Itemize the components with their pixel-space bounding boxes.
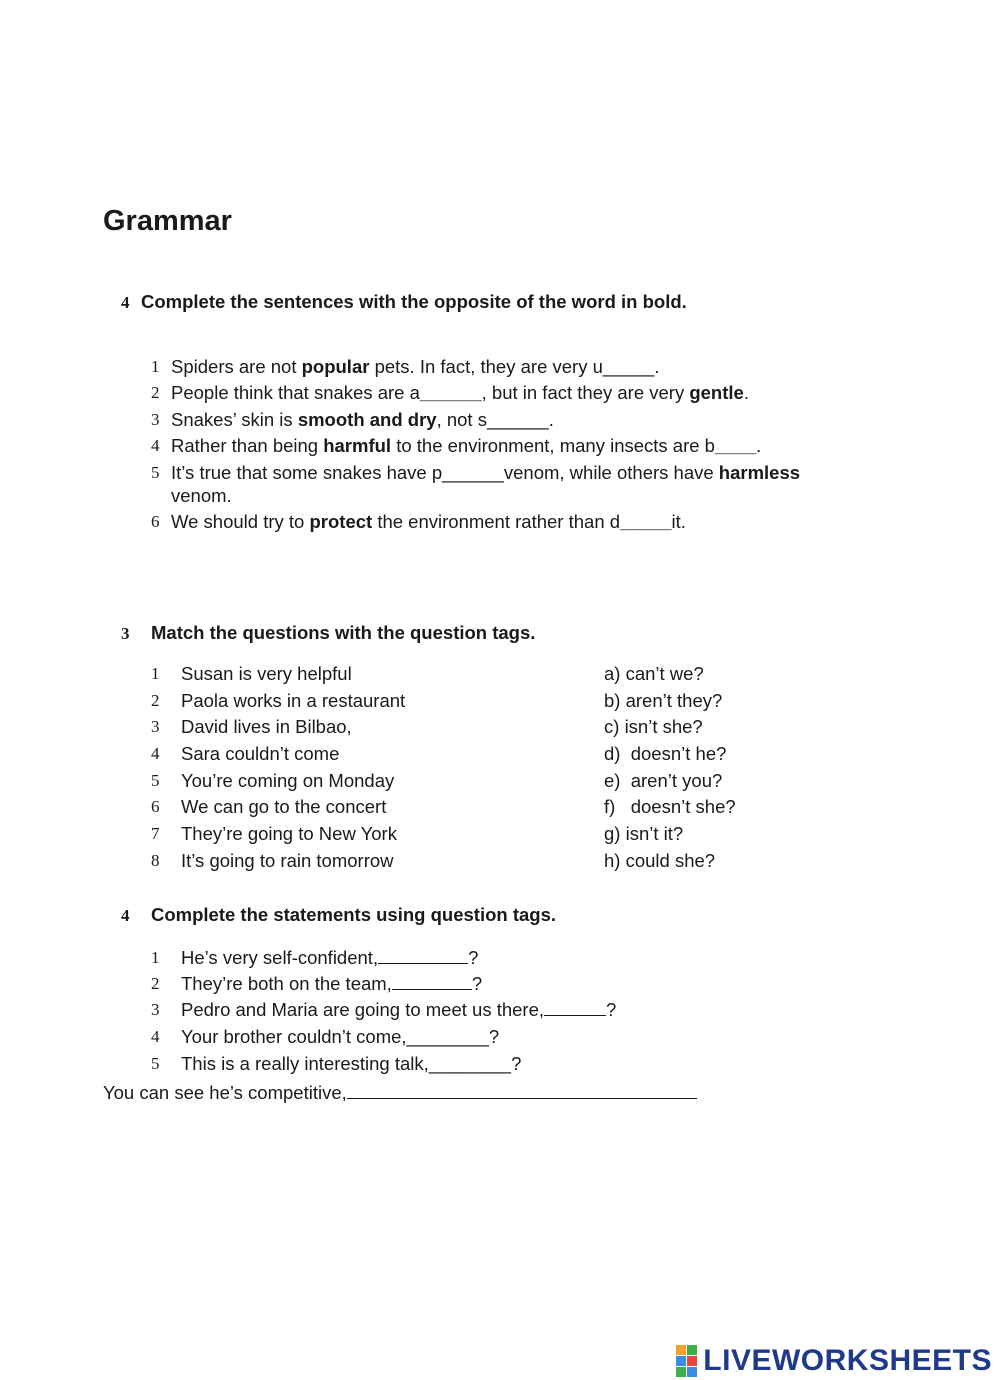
item-number: 4 (151, 1027, 160, 1046)
exercise-number: 4 (121, 293, 130, 312)
item-text: Snakes’ skin is (171, 409, 298, 430)
item-number: 1 (151, 664, 160, 683)
item-number: 5 (151, 1054, 160, 1073)
list-item (151, 823, 571, 850)
tag-option[interactable] (604, 823, 854, 850)
answer-blank[interactable]: _____ (620, 511, 672, 532)
tag-letter: h) (604, 849, 621, 871)
tag-text: doesn’t he? (625, 743, 727, 765)
tag-letter: g) (604, 823, 621, 845)
tag-letter: d) (604, 743, 621, 765)
bold-word: protect (309, 511, 373, 532)
item-text: People think that snakes are a (171, 382, 420, 403)
tag-option[interactable] (604, 796, 854, 823)
item-text: It’s true that some snakes have p______venom, while others have (171, 462, 719, 483)
item-number: 3 (151, 410, 160, 429)
item-number: 5 (151, 463, 160, 482)
item-number: 7 (151, 824, 160, 844)
list-item (151, 435, 911, 457)
list-item (151, 1026, 851, 1048)
list-item (151, 409, 911, 431)
bold-word: gentle (689, 382, 744, 403)
statement-text: You can see he’s competitive, (103, 1082, 347, 1103)
item-number: 4 (151, 744, 160, 764)
item-number: 6 (151, 512, 160, 531)
item-number: 3 (151, 1000, 160, 1019)
tag-option[interactable] (604, 850, 854, 877)
list-item (151, 796, 571, 823)
statement-text[interactable]: This is a really interesting talk,________ (181, 1053, 512, 1074)
item-number: 6 (151, 797, 160, 817)
answer-blank[interactable] (544, 999, 606, 1016)
bold-word: harmful (323, 435, 392, 456)
item-text: Spiders are not (171, 356, 302, 377)
tag-text: isn’t it? (625, 823, 684, 845)
item-text: We should try to (171, 511, 310, 532)
tag-text: could she? (625, 849, 716, 871)
answer-blank[interactable] (392, 973, 472, 990)
statement-text: He’s very self-confident, (181, 947, 379, 968)
questions-list (151, 663, 571, 877)
logo-wordmark: LIVEWORKSHEETS (703, 1344, 992, 1377)
list-item (151, 382, 911, 404)
question-mark: ? (511, 1053, 522, 1074)
list-item (151, 947, 851, 969)
question-mark: ? (606, 999, 617, 1020)
tag-letter: a) (604, 663, 621, 684)
item-number: 5 (151, 770, 160, 790)
statement-text: They’re both on the team, (181, 973, 392, 994)
exercise-1-heading (121, 291, 687, 313)
statement-text: Pedro and Maria are going to meet us there, (181, 999, 545, 1020)
question-text: Sara couldn’t come (181, 743, 340, 765)
tag-letter: b) (604, 689, 621, 711)
question-text: It’s going to rain tomorrow (181, 849, 394, 871)
item-text: . (743, 382, 749, 403)
bold-word: harmless (718, 462, 801, 483)
extra-statement (103, 1079, 697, 1104)
answer-blank[interactable]: ______ (419, 382, 482, 403)
item-text: , not s______. (436, 409, 554, 430)
tag-text: can’t we? (625, 663, 704, 684)
tag-text: aren’t you? (625, 769, 723, 791)
item-number: 1 (151, 357, 160, 376)
list-item (151, 1053, 851, 1075)
question-mark: ? (471, 973, 483, 994)
tag-option[interactable] (604, 743, 854, 770)
tag-option[interactable] (604, 716, 854, 743)
exercise-2-heading (121, 622, 535, 644)
tag-letter: f) (604, 796, 616, 818)
tag-option[interactable] (604, 770, 854, 797)
question-text: Paola works in a restaurant (181, 689, 406, 711)
item-text: , but in fact they are very (481, 382, 690, 403)
item-number: 2 (151, 383, 160, 402)
tag-option[interactable] (604, 690, 854, 717)
question-text: David lives in Bilbao, (181, 716, 352, 738)
list-item (151, 716, 571, 743)
item-text: Rather than being (171, 435, 324, 456)
tag-letter: e) (604, 769, 621, 791)
tag-letter: c) (604, 716, 620, 738)
item-number: 1 (151, 948, 160, 967)
tag-text: aren’t they? (625, 689, 723, 711)
bold-word: smooth and dry (297, 409, 437, 430)
exercise-3-heading (121, 904, 556, 926)
exercise-instruction: Complete the sentences with the opposite of the word in bold. (141, 291, 687, 312)
list-item (151, 690, 571, 717)
question-mark: ? (468, 947, 479, 968)
answer-blank[interactable] (347, 1079, 697, 1099)
tag-option[interactable] (604, 663, 854, 690)
exercise-instruction: Match the questions with the question tags. (151, 622, 536, 643)
question-text: We can go to the concert (181, 796, 387, 818)
exercise-instruction: Complete the statements using question tags. (151, 904, 557, 925)
list-item (151, 462, 911, 484)
item-text: it. (671, 511, 686, 532)
item-number: 2 (151, 974, 160, 993)
item-number: 4 (151, 436, 160, 455)
liveworksheets-logo (676, 1344, 992, 1378)
item-text: to the environment, many insects are b (391, 435, 715, 456)
item-number: 3 (151, 717, 160, 737)
list-item (151, 356, 911, 378)
question-text: You’re coming on Monday (181, 769, 395, 791)
bold-word: popular (301, 356, 370, 377)
item-number: 8 (151, 850, 160, 870)
list-item (151, 663, 571, 690)
list-item (151, 999, 851, 1021)
statement-text[interactable]: Your brother couldn’t come,________ (181, 1026, 489, 1047)
question-text: They’re going to New York (181, 823, 397, 845)
item-text: . (756, 435, 762, 456)
list-item-continuation: venom. (171, 485, 232, 506)
exercise-number: 4 (121, 906, 130, 925)
list-item (151, 850, 571, 877)
list-item (151, 770, 571, 797)
item-text: pets. In fact, they are very u_____. (369, 356, 660, 377)
tag-text: isn’t she? (624, 716, 703, 738)
item-text: the environment rather than d (372, 511, 621, 532)
answer-blank[interactable] (378, 947, 468, 964)
tags-list (604, 663, 854, 877)
question-text: Susan is very helpful (181, 663, 352, 684)
list-item (151, 973, 851, 995)
list-item (151, 511, 911, 533)
logo-mark-icon (676, 1345, 697, 1377)
tag-text: doesn’t she? (625, 796, 736, 818)
page-title: Grammar (103, 205, 232, 237)
list-item (151, 743, 571, 770)
item-number: 2 (151, 690, 160, 710)
answer-blank[interactable]: ____ (714, 435, 757, 456)
exercise-number: 3 (121, 624, 130, 643)
question-mark: ? (488, 1026, 500, 1047)
